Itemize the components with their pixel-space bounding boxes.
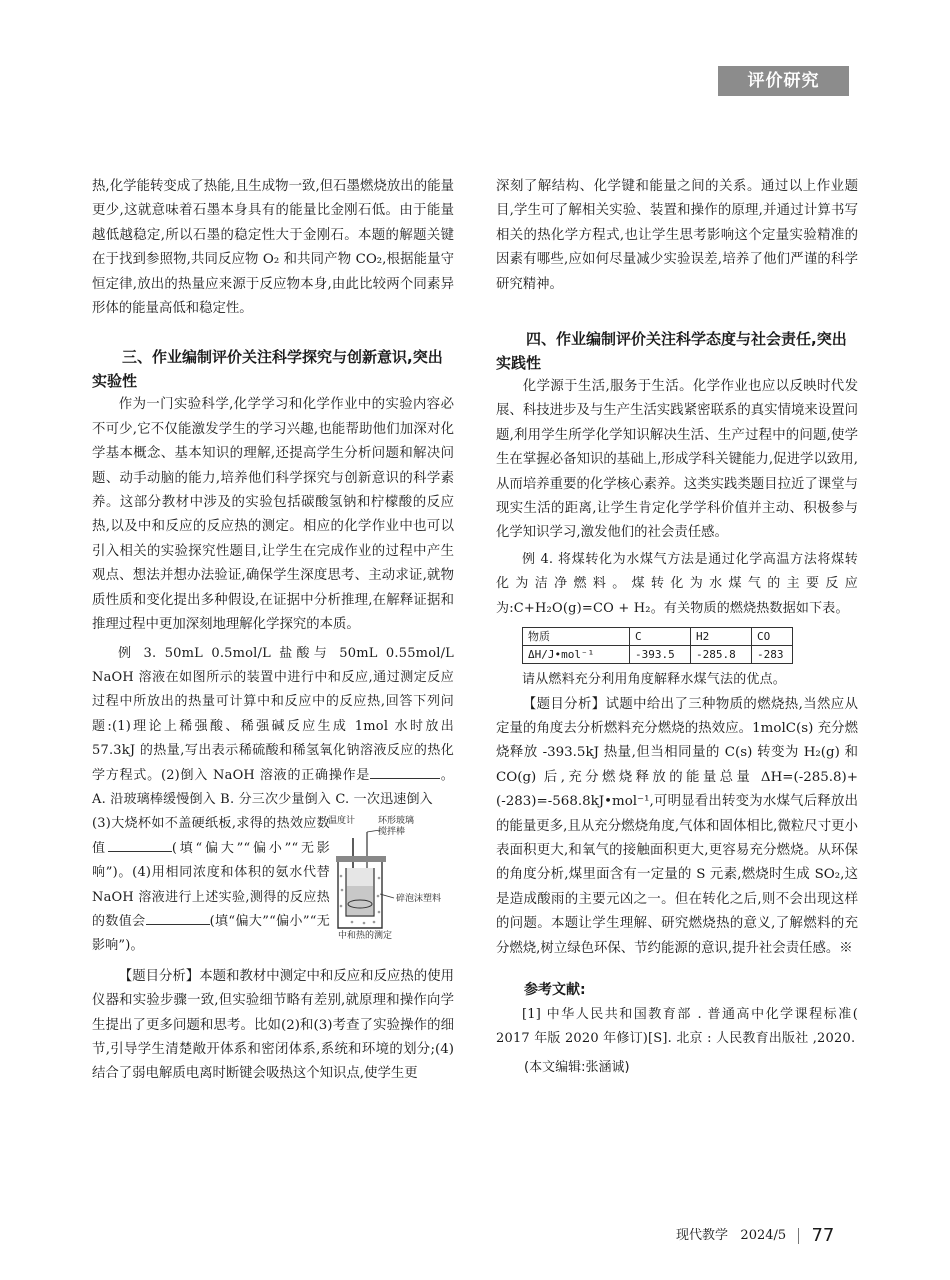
table-cell: -393.5 (630, 646, 691, 664)
figure-caption: 中和热的测定 (338, 931, 393, 942)
left-column (92, 175, 454, 1087)
stirrer-label: 环形玻璃搅拌棒 (378, 816, 415, 838)
journal-name: 现代教学 (676, 1228, 729, 1243)
table-row (523, 646, 793, 664)
section-3-heading: 三、作业编制评价关注科学探究与创新意识,突出实验性 (92, 348, 443, 391)
calorimeter-figure (328, 816, 454, 944)
references-title: 参考文献: (524, 981, 586, 998)
heat-table (522, 627, 793, 664)
table-cell: -283 (752, 646, 793, 664)
answer-blank-4 (146, 912, 210, 925)
example-4-question: 请从燃料充分利用角度解释水煤气法的优点。 (522, 672, 787, 688)
section-3-paragraph: 作为一门实验科学,化学学习和化学作业中的实验内容必不可少,它不仅能激发学生的学习兴趣,也能帮助他们加深对化学基本概念、基本知识的理解,还提高学生分析问题和解决问题、动手动脑的能力,培养他们科学探究与创新意识的科学素养。这部分教材中涉及的实验包括碳酸氢钠和柠檬酸的反应热,以及中和反应的反应热的测定。相应的化学作业中也可以引入相关的实验探究性题目,让学生在完成作业的过程中产生观点、想法并想办法验证,确保学生深度思考、主动求证,就物质性质和变化提出多种假设,在证据中分析推理,在解释证据和推理过程中更加深刻地理解化学探究的本质。 (92, 397, 454, 633)
table-cell: C (630, 628, 691, 646)
section-tag: 评价研究 (718, 66, 849, 96)
analysis-4: 【题目分析】试题中给出了三种物质的燃烧热,当然应从定量的角度去分析燃料充分燃烧的热效应。1molC(s) 充分燃烧释放 -393.5kJ 热量,但当相同量的 C(s) 转变为 H₂(g) 和 CO(g) 后,充分燃烧释放的能量总量 ΔH=(-285.8)+(-283)=-568.8kJ•mol⁻¹,可明显看出转变为水煤气后释放出的能量更多,且从充分燃烧角度,气体和固体相比,微粒尺寸更小表面积更大,和氧气的接触面积更大,更容易充分燃烧。从环保的角度分析,煤里面含有一定量的 S 元素,燃烧时生成 SO₂,这是造成酸雨的主要元凶之一。但在转化之后,则不会出现这样的问题。本题让学生理解、研究燃烧热的意义,了解燃料的充分燃烧,树立绿色环保、节约能源的意识,提升社会责任感。※ (496, 696, 858, 956)
example-4: 例 4. 将煤转化为水煤气方法是通过化学高温方法将煤转化为洁净燃料。煤转化为水煤气的主要反应为:C+H₂O(g)=CO + H₂。有关物质的燃烧热数据如下表。 (496, 551, 858, 616)
thermometer-label: 温度计 (328, 816, 356, 827)
page-footer (676, 1224, 834, 1246)
example-3-cont: (3)大烧杯如不盖硬纸板,求得的热效应数值 (填“偏大”“偏小”“无影响”)。(4)用相同浓度和体积的氨水代替 NaOH 溶液进行上述实验,测得的反应热的数值会 (填“偏大”“偏小”“无影响”)。 (92, 816, 330, 954)
right-column (496, 175, 858, 1080)
intro-paragraph: 热,化学能转变成了热能,且生成物一致,但石墨燃烧放出的能量更少,这就意味着石墨本身具有的能量比金刚石低。由于能量越低越稳定,所以石墨的稳定性大于金刚石。本题的解题关键在于找到参照物,共同反应物 O₂ 和共同产物 CO₂,根据能量守恒定律,放出的热量应来源于反应物本身,由此比较两个同素异形体的能量高低和稳定性。 (92, 179, 454, 317)
issue: 2024/5 (740, 1228, 787, 1243)
table-cell: CO (752, 628, 793, 646)
page-number: 77 (811, 1225, 835, 1246)
table-cell: H2 (691, 628, 752, 646)
continuation-paragraph: 深刻了解结构、化学键和能量之间的关系。通过以上作业题目,学生可了解相关实验、装置和操作的原理,并通过计算书写相关的热化学方程式,也让学生思考影响这个定量实验精准的因素有哪些,应如何尽量减少实验误差,培养了他们严谨的科学研究精神。 (496, 179, 858, 292)
table-cell: 物质 (523, 628, 630, 646)
section-4-paragraph: 化学源于生活,服务于生活。化学作业也应以反映时代发展、科技进步及与生产生活实践紧密联系的真实情境来设置问题,利用学生所学化学知识解决生活、生产过程中的问题,使学生在掌握必备知识的基础上,形成学科关键能力,促进学以致用,从而培养重要的化学核心素养。这类实践类题目拉近了课堂与现实生活的距离,让学生肯定化学学科价值并主动、积极参与化学知识学习,激发他们的社会责任感。 (496, 379, 858, 541)
answer-blank-2 (370, 766, 440, 779)
table-cell: -285.8 (691, 646, 752, 664)
example-3: 例 3. 50mL 0.5mol/L 盐酸与 50mL 0.55mol/L NaOH 溶液在如图所示的装置中进行中和反应,通过测定反应过程中所放出的热量可计算中和反应中的反应热,回答下列问题:(1)理论上稀强酸、稀强碱反应生成 1mol 水时放出 57.3kJ 的热量,写出表示稀硫酸和稀氢氧化钠溶液反应的热化学方程式。(2)倒入 NaOH 溶液的正确操作是 。A. 沿玻璃棒缓慢倒入 B. 分三次少量倒入 C. 一次迅速倒入 (92, 645, 454, 807)
reference-1: [1] 中华人民共和国教育部 . 普通高中化学课程标准( 2017 年版 2020 年修订)[S]. 北京 : 人民教育出版社 ,2020. (496, 1006, 858, 1047)
editor-credit: (本文编辑:张涵诚) (524, 1059, 630, 1075)
analysis-3: 【题目分析】本题和教材中测定中和反应和反应热的使用仪器和实验步骤一致,但实验细节略有差别,就原理和操作向学生提出了更多问题和思考。比如(2)和(3)考查了实验操作的细节,引导学生清楚敞开体系和密闭体系,系统和环境的划分;(4)结合了弱电解质电离时断键会吸热这个知识点,使学生更 (92, 968, 454, 1082)
footer-divider (798, 1228, 799, 1244)
section-4-heading: 四、作业编制评价关注科学态度与社会责任,突出实践性 (496, 330, 847, 373)
answer-blank-3 (108, 839, 172, 852)
table-header-row (523, 628, 793, 646)
table-cell: ΔH/J•mol⁻¹ (523, 646, 630, 664)
foam-label: 碎泡沫塑料 (396, 894, 442, 905)
